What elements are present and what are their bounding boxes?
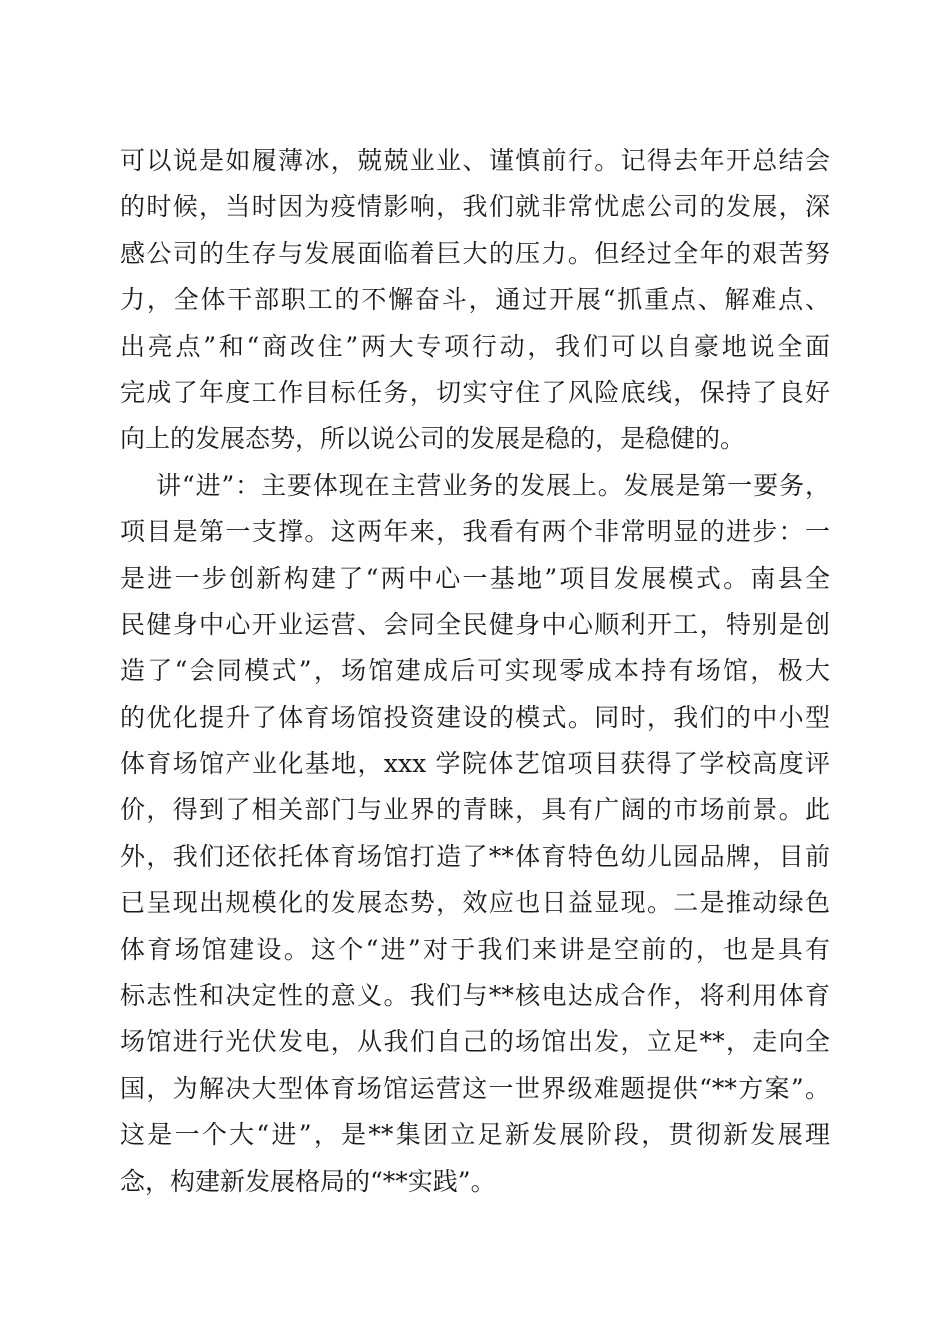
text-line: 场馆进行光伏发电，从我们自己的场馆出发，立足**，走向全 — [120, 1027, 830, 1057]
text-line: 民健身中心开业运营、会同全民健身中心顺利开工，特别是创 — [120, 609, 830, 639]
text-line: 项目是第一支撑。这两年来，我看有两个非常明显的进步：一 — [120, 517, 830, 547]
text-line: 是进一步创新构建了“两中心一基地”项目发展模式。南县全 — [120, 563, 830, 593]
text-line: 体育场馆产业化基地，xxx 学院体艺馆项目获得了学校高度评 — [120, 749, 830, 779]
text-line: 的时候，当时因为疫情影响，我们就非常忧虑公司的发展，深 — [120, 192, 830, 222]
text-line: 价，得到了相关部门与业界的青睐，具有广阔的市场前景。此 — [120, 795, 830, 825]
text-line: 国，为解决大型体育场馆运营这一世界级难题提供“**方案”。 — [120, 1073, 830, 1103]
text-line: 体育场馆建设。这个“进”对于我们来讲是空前的，也是具有 — [120, 934, 830, 964]
paragraph-start-line: 讲“进”：主要体现在主营业务的发展上。发展是第一要务， — [156, 470, 830, 500]
document-body — [120, 138, 830, 1205]
text-line: 造了“会同模式”，场馆建成后可实现零成本持有场馆，极大 — [120, 656, 830, 686]
text-line: 已呈现出规模化的发展态势，效应也日益显现。二是推动绿色 — [120, 888, 830, 918]
text-line: 力，全体干部职工的不懈奋斗，通过开展“抓重点、解难点、 — [120, 285, 830, 315]
text-line: 完成了年度工作目标任务，切实守住了风险底线，保持了良好 — [120, 377, 830, 407]
paragraph-end-line: 念，构建新发展格局的“**实践”。 — [120, 1166, 496, 1196]
text-line: 的优化提升了体育场馆投资建设的模式。同时，我们的中小型 — [120, 702, 830, 732]
text-line: 可以说是如履薄冰，兢兢业业、谨慎前行。记得去年开总结会 — [120, 146, 830, 175]
text-line: 外，我们还依托体育场馆打造了**体育特色幼儿园品牌，目前 — [120, 841, 830, 871]
text-line: 标志性和决定性的意义。我们与**核电达成合作，将利用体育 — [120, 981, 830, 1011]
paragraph-end-line: 向上的发展态势，所以说公司的发展是稳的，是稳健的。 — [120, 424, 746, 454]
text-line: 这是一个大“进”，是**集团立足新发展阶段，贯彻新发展理 — [120, 1120, 830, 1150]
text-line: 出亮点”和“商改住”两大专项行动，我们可以自豪地说全面 — [120, 331, 830, 361]
text-line: 感公司的生存与发展面临着巨大的压力。但经过全年的艰苦努 — [120, 238, 830, 268]
